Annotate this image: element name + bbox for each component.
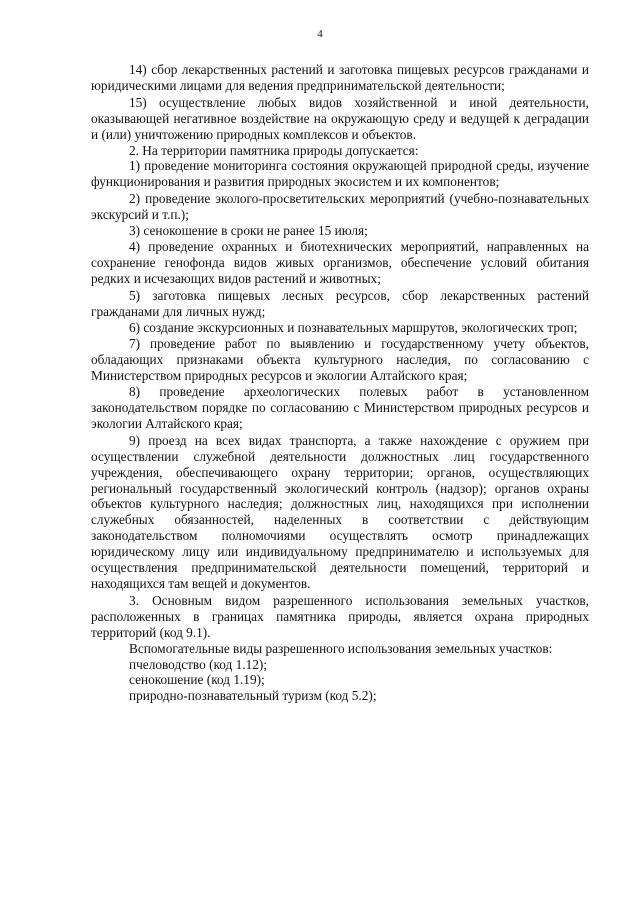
list-item: природно-познавательный туризм (код 5.2); [129, 688, 377, 704]
paragraph-section-2-heading: 2. На территории памятника природы допускается: [129, 142, 419, 158]
paragraph-allowed-8: 8) проведение археологических полевых работ в установленном законодательством порядке по согласованию с Министерством природных ресурсов и экологии Алтайского края; [91, 384, 589, 431]
paragraph-allowed-2: 2) проведение эколого-просветительских мероприятий (учебно-познавательных экскурсий и т.п.); [91, 191, 589, 223]
paragraph-allowed-1: 1) проведение мониторинга состояния окружающей природной среды, изучение функционирования и развития природных экосистем и их компонентов; [91, 158, 589, 190]
paragraph-allowed-6: 6) создание экскурсионных и познавательных маршрутов, экологических троп; [129, 319, 578, 335]
paragraph-allowed-3: 3) сенокошение в сроки не ранее 15 июля; [129, 223, 368, 239]
paragraph-allowed-7: 7) проведение работ по выявлению и государственному учету объектов, обладающих признаками объекта культурного наследия, по согласованию с Министерством природных ресурсов и экологии Алтайского края; [91, 336, 589, 384]
paragraph-section-3: 3. Основным видом разрешенного использования земельных участков, расположенных в границах памятника природы, является охрана природных территорий (код 9.1). [91, 592, 589, 640]
list-item: сенокошение (код 1.19); [129, 672, 265, 688]
paragraph-auxiliary-uses: Вспомогательные виды разрешенного использования земельных участков: [129, 640, 553, 656]
list-item: пчеловодство (код 1.12); [129, 656, 268, 672]
document-body [91, 62, 589, 704]
paragraph-allowed-9: 9) проезд на всех видах транспорта, а также нахождение с оружием при осуществлении служебной деятельности должностных лиц государственного учреждения, обеспечивающего охрану территории; органов, осуществляющих региональный государственный экологический контроль (надзор); органов охраны объектов культурного наследия; должностных лиц, находящихся при исполнении служебных обязанностей, наделенных в соответствии с действующим законодательством полномочиями осуществлять осмотр принадлежащих юридическому лицу или индивидуальному предпринимателю и используемых для осуществления предпринимательской деятельности помещений, территорий и находящихся там вещей и документов. [91, 432, 589, 591]
paragraph-item-14: 14) сбор лекарственных растений и заготовка пищевых ресурсов гражданами и юридическими лицами для ведения предпринимательской деятельности; [91, 62, 589, 93]
paragraph-item-15: 15) осуществление любых видов хозяйственной и иной деятельности, оказывающей негативное воздействие на окружающую среду и ведущей к деградации и (или) уничтожению природных комплексов и объектов. [91, 94, 589, 142]
paragraph-allowed-5: 5) заготовка пищевых лесных ресурсов, сбор лекарственных растений гражданами для личных нужд; [91, 287, 589, 319]
paragraph-allowed-4: 4) проведение охранных и биотехнических мероприятий, направленных на сохранение генофонда видов живых организмов, обеспечение условий обитания редких и исчезающих видов растений и животных; [91, 238, 589, 286]
page-number: 4 [317, 28, 323, 40]
